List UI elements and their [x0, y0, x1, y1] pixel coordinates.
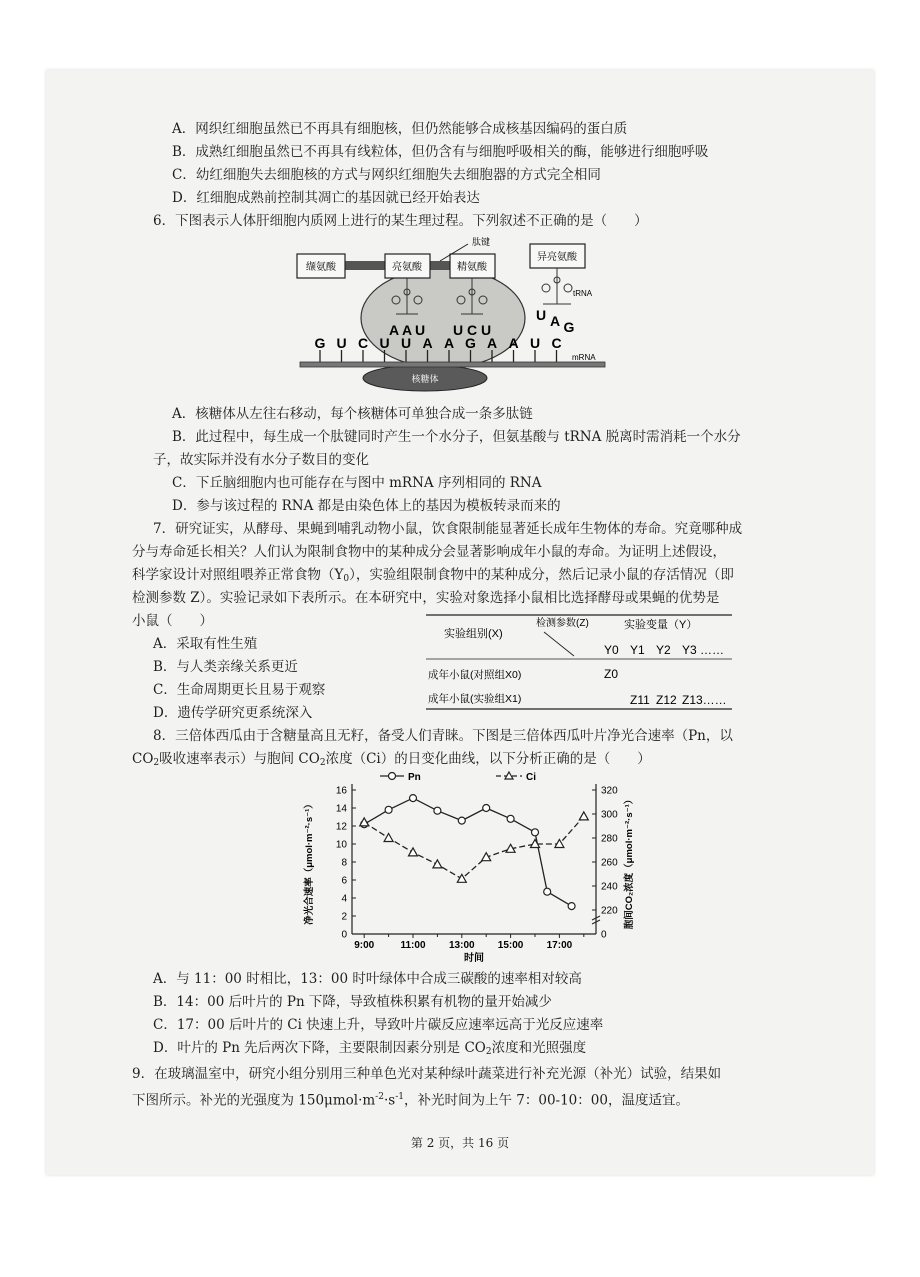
q6-stem: 6．下图表示人体肝细胞内质网上进行的某生理过程。下列叙述不正确的是（ ）: [153, 213, 648, 229]
table-col-group: 实验组别(X): [444, 628, 503, 640]
right-tick-label: 220: [601, 905, 618, 917]
right-tick-label: 320: [601, 785, 618, 797]
table-row1-z0: Z0: [604, 667, 619, 681]
free-anticodon-2: A: [549, 313, 561, 329]
mrna-label: mRNA: [572, 353, 596, 362]
q7-option-b: B．与人类亲缘关系更近: [153, 659, 298, 675]
table-col-var: 实验变量（Y）: [624, 619, 698, 631]
q7-option-a: A．采取有性生殖: [153, 636, 258, 652]
right-tick-label: 0: [601, 929, 607, 941]
anticodon-2: A: [401, 322, 413, 338]
series-line-pn: [364, 798, 571, 906]
peptide-chain: [345, 261, 385, 270]
pn-ci-chart: [300, 770, 640, 970]
q8-stem-line2: $CO_2$吸收速率表示）与胞间 $CO_2$浓度（Ci）的日变化曲线，以下分析正确的是（ ）: [132, 751, 651, 768]
legend-pn-label: Pn: [408, 772, 421, 783]
pn-point: [458, 817, 465, 824]
anticodon-5: C: [466, 322, 478, 338]
table-row2-z11: Z11: [630, 693, 650, 707]
left-tick-label: 8: [341, 857, 347, 869]
anticodon-3: U: [414, 322, 426, 338]
table-col-param: 检测参数(Z): [536, 618, 589, 629]
x-tick-label: 11:00: [400, 940, 426, 951]
left-tick-label: 6: [341, 875, 347, 887]
table-row1-label: 成年小鼠(对照组X0): [428, 669, 522, 681]
table-y2: Y2: [656, 643, 671, 657]
q7-option-d: D．遗传学研究更系统深入: [153, 705, 313, 721]
mrna-base: C: [357, 335, 369, 351]
experiment-table: [424, 612, 734, 712]
mrna-base: G: [465, 335, 476, 351]
q8-option-c: C．17：00 后叶片的 Ci 快速上升，导致叶片碳反应速率远高于光反应速率: [153, 1017, 604, 1033]
q7-stem-line2: 分与寿命延长相关？人们认为限制食物中的某种成分会显著影响成年小鼠的寿命。为证明上述假设，: [132, 544, 726, 560]
mrna-base: A: [508, 335, 519, 351]
q6-option-b-line2: 子，故实际并没有水分子数目的变化: [153, 452, 369, 468]
q6-option-c: C．下丘脑细胞内也可能存在与图中 mRNA 序列相同的 RNA: [172, 475, 542, 491]
q9-stem-line2: 下图所示。补光的光强度为 $150\mu mol\cdot m^{-2}\cdot s^{-1}$，补光时间为上午 7：00-10：00，温度适宜。: [132, 1092, 689, 1109]
table-y1: Y1: [630, 643, 645, 657]
q8-option-d: D．叶片的 Pn 先后两次下降，主要限制因素分别是 $CO_2$浓度和光照强度: [153, 1040, 587, 1057]
q7-stem-line5: 小鼠（ ）: [132, 613, 213, 629]
q5-option-c: C．幼红细胞失去细胞核的方式与网织红细胞失去细胞器的方式完全相同: [172, 167, 601, 183]
table-y0: Y0: [604, 643, 619, 657]
mrna-base: A: [443, 335, 455, 351]
left-tick-label: 2: [341, 911, 347, 923]
pn-point: [568, 903, 575, 910]
right-tick-label: 260: [601, 857, 618, 869]
mrna-base: G: [314, 335, 326, 351]
q9-stem-line1: 9．在玻璃温室中，研究小组分别用三种单色光对某种绿叶蔬菜进行补充光源（补光）试验，结果如: [132, 1066, 722, 1082]
amino-acid-label-1: 缬氨酸: [306, 262, 336, 273]
translation-diagram: [290, 234, 620, 399]
x-tick-label: 15:00: [497, 940, 524, 951]
trna-free: [542, 268, 572, 304]
right-tick-label: 240: [601, 881, 618, 893]
mrna-base: U: [336, 335, 347, 351]
ci-point: [409, 848, 418, 856]
q6-option-b-line1: B．此过程中，每生成一个肽键同时产生一个水分子，但氨基酸与 tRNA 脱离时需消耗一个水分: [172, 429, 741, 445]
peptide-bond-label: 肽键: [472, 237, 491, 247]
q8-stem-line1: 8．三倍体西瓜由于含糖量高且无籽，备受人们青睐。下图是三倍体西瓜叶片净光合速率（Pn，以: [153, 728, 733, 744]
amino-acid-label-2: 亮氨酸: [392, 262, 422, 273]
x-tick-label: 13:00: [449, 940, 475, 951]
legend-ci-label: Ci: [526, 772, 536, 783]
x-axis-title: 时间: [464, 953, 484, 964]
anticodon-1: A: [388, 322, 400, 338]
left-tick-label: 0: [341, 929, 347, 941]
mrna-base: U: [379, 335, 390, 351]
peptide-bond-bar: [430, 261, 450, 270]
amino-acid-label-3: 精氨酸: [457, 262, 487, 273]
left-tick-label: 16: [335, 785, 347, 797]
right-tick-label: 300: [601, 809, 618, 821]
free-anticodon-3: G: [563, 319, 575, 335]
ci-point: [579, 812, 588, 820]
q7-stem-line4: 检测参数 Z）。实验记录如下表所示。在本研究中，实验对象选择小鼠相比选择酵母或果蝇的优势是: [132, 590, 720, 606]
pn-point: [410, 795, 417, 802]
pn-point: [532, 829, 539, 836]
pn-point: [385, 806, 392, 813]
table-row2-z12: Z12: [656, 693, 677, 707]
q7-stem-line3: 科学家设计对照组喂养正常食物$(Y_0)$，实验组限制食物中的某种成分，然后记录小鼠的存活情况（即: [132, 567, 734, 584]
table-y3: Y3 ……: [682, 643, 725, 657]
anticodon-6: U: [480, 322, 492, 338]
pn-point: [434, 807, 441, 814]
pn-point: [507, 815, 514, 822]
q8-option-b: B．14：00 后叶片的 Pn 下降，导致植株积累有机物的量开始减少: [153, 994, 552, 1010]
q5-option-a: A．网织红细胞虽然已不再具有细胞核，但仍然能够合成核基因编码的蛋白质: [172, 121, 628, 137]
right-tick-label: 280: [601, 833, 618, 845]
page-footer: 第 2 页，共 16 页: [410, 1136, 510, 1150]
ci-point: [433, 860, 442, 868]
anticodon-4: U: [452, 322, 464, 338]
x-tick-label: 9:00: [354, 940, 375, 951]
q8-option-a: A．与 11：00 时相比，13：00 时叶绿体中合成三碳酸的速率相对较高: [153, 971, 582, 987]
x-tick-label: 17:00: [546, 940, 573, 951]
mrna-base: U: [529, 335, 541, 351]
table-row2-label: 成年小鼠(实验组X1): [428, 693, 522, 705]
left-tick-label: 12: [335, 821, 347, 833]
free-anticodon-1: U: [535, 307, 547, 323]
q7-stem-line1: 7．研究证实，从酵母、果蝇到哺乳动物小鼠，饮食限制能显著延长成年生物体的寿命。究竟哪种成: [153, 521, 743, 537]
q6-option-a: A．核糖体从左往右移动，每个核糖体可单独合成一条多肽链: [172, 406, 533, 422]
right-axis-title: 胞间CO₂浓度（μmol·m⁻²·s⁻¹）: [624, 794, 635, 930]
ribosome-label: 核糖体: [411, 374, 439, 384]
mrna-base: U: [400, 335, 412, 351]
q6-option-d: D．参与该过程的 RNA 都是由染色体上的基因为模板转录而来的: [172, 498, 561, 514]
pn-point: [544, 888, 551, 895]
legend-pn-marker: [389, 773, 396, 780]
ribosome-large-subunit: [361, 268, 525, 368]
amino-acid-label-4: 异亮氨酸: [537, 252, 577, 263]
left-tick-label: 10: [335, 839, 347, 851]
mrna-base: A: [422, 335, 433, 351]
q5-option-b: B．成熟红细胞虽然已不再具有线粒体，但仍含有与细胞呼吸相关的酶，能够进行细胞呼吸: [172, 144, 709, 160]
series-line-ci: [364, 816, 584, 878]
mrna-backbone: [300, 362, 605, 367]
pn-point: [483, 805, 490, 812]
mrna-base: C: [551, 335, 562, 351]
table-row2-z13: Z13……: [682, 693, 727, 707]
q7-option-c: C．生命周期更长且易于观察: [153, 682, 326, 698]
q5-option-d: D．红细胞成熟前控制其凋亡的基因就已经开始表达: [172, 190, 480, 206]
mrna-base: A: [486, 335, 498, 351]
trna-label: tRNA: [573, 289, 593, 298]
ci-point: [384, 834, 393, 842]
left-axis-title: 净光合速率（μmol·m⁻²·s⁻¹）: [304, 799, 315, 925]
left-tick-label: 4: [341, 893, 347, 905]
left-tick-label: 14: [335, 803, 347, 815]
table-arrow-line: [544, 632, 574, 656]
